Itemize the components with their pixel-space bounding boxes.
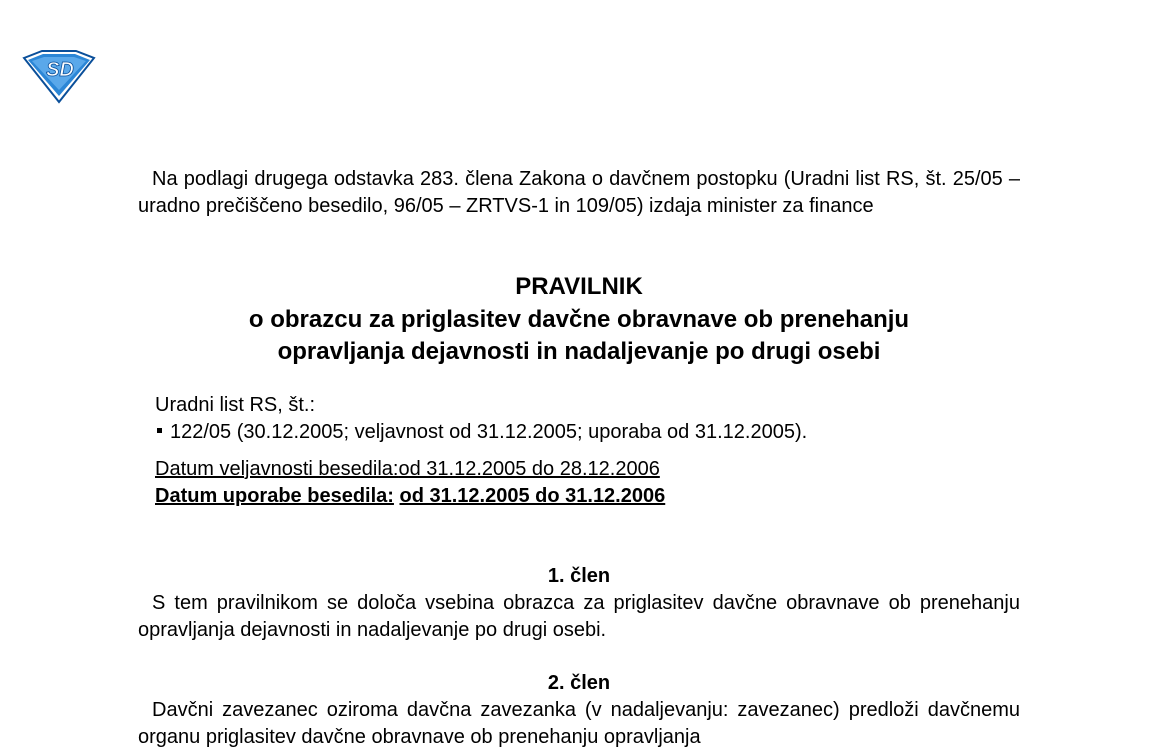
use-date — [155, 483, 665, 510]
gazette-entry — [155, 419, 807, 446]
intro-paragraph: Na podlagi drugega odstavka 283. člena Zakona o davčnem postopku (Uradni list RS, št. 25/05 – uradno prečiščeno besedilo, 96/05 – ZRTVS-1 in 109/05) izdaja minister za finance — [138, 168, 1020, 217]
bullet-icon — [157, 428, 162, 433]
logo-icon — [22, 50, 96, 104]
article-2-text: Davčni zavezanec oziroma davčna zavezanka (v nadaljevanju: zavezanec) predloži davčnemu organu priglasitev davčne obravnave ob prenehanju opravljanja — [138, 699, 1020, 748]
article-2-heading: 2. člen — [547, 672, 611, 694]
logo-text: SD — [46, 59, 74, 81]
document-title-block — [138, 271, 1020, 369]
use-value: od 31.12.2005 do 31.12.2006 — [399, 485, 666, 507]
text-dates — [155, 456, 665, 510]
title-line-2: opravljanja dejavnosti in nadaljevanje po drugi osebi — [277, 338, 881, 365]
article-1-text: S tem pravilnikom se določa vsebina obrazca za priglasitev davčne obravnave ob prenehanju opravljanja dejavnosti in nadaljevanje po drugi osebi. — [138, 592, 1020, 641]
validity-label: Datum veljavnosti besedila: — [155, 458, 399, 480]
title-main: PRAVILNIK — [515, 273, 643, 300]
use-label: Datum uporabe besedila: — [155, 485, 394, 507]
gazette-label: Uradni list RS, št.: — [155, 394, 316, 416]
company-logo — [22, 50, 96, 104]
article-1-heading: 1. člen — [547, 565, 611, 587]
title-line-1: o obrazcu za priglasitev davčne obravnave ob prenehanju — [248, 305, 910, 333]
validity-value: od 31.12.2005 do 28.12.2006 — [398, 458, 660, 480]
gazette-reference — [155, 392, 807, 446]
gazette-entry-text: 122/05 (30.12.2005; veljavnost od 31.12.2005; uporaba od 31.12.2005). — [170, 421, 808, 443]
validity-date — [155, 456, 665, 483]
